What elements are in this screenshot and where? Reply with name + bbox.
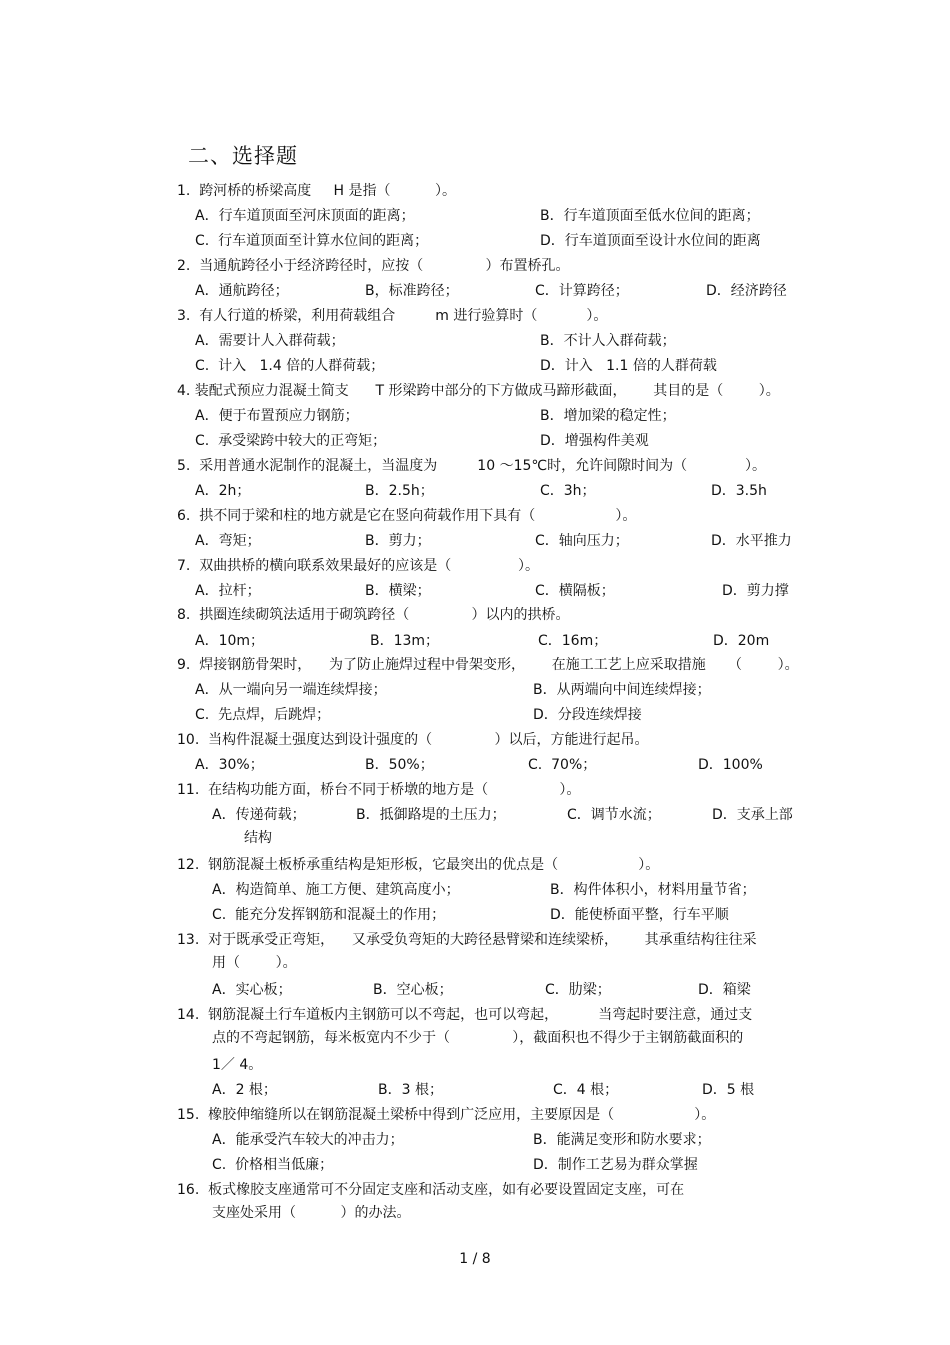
question-line: B．3 根； [378,1082,443,1098]
question-line: A．弯矩； [195,533,261,549]
question-line: 9. 焊接钢筋骨架时， 为了防止施焊过程中骨架变形， 在施工工艺上应采取措施 （ ）。 [177,657,799,673]
question-line: 点的不弯起钢筋，每米板宽内不少于（ ），截面积也不得少于主钢筋截面积的 [212,1030,744,1046]
question-line: D．行车道顶面至设计水位间的距离 [540,233,761,249]
question-line: C．16m； [538,633,608,649]
question-line: 4. 装配式预应力混凝土简支 T 形梁跨中部分的下方做成马蹄形截面， 其目的是（ ）。 [177,383,780,399]
question-line: B．剪力； [365,533,431,549]
question-line: B．2.5h； [365,483,434,499]
question-line: D．分段连续焊接 [533,707,642,723]
question-line: 11. 在结构功能方面，桥台不同于桥墩的地方是（ ）。 [177,782,581,798]
question-line: A．拉杆； [195,583,261,599]
question-line: C. 能充分发挥钢筋和混凝土的作用； [212,907,446,923]
question-line: D．制作工艺易为群众掌握 [533,1157,698,1173]
question-line: C．轴向压力； [535,533,629,549]
question-line: A．从一端向另一端连续焊接； [195,682,387,698]
question-line: C. 承受梁跨中较大的正弯矩； [195,433,387,449]
question-line: D．增强构件美观 [540,433,649,449]
question-line: A．30%； [195,757,264,773]
question-line: D．100% [698,757,763,773]
question-line: A．行车道顶面至河床顶面的距离； [195,208,415,224]
question-line: 支座处采用（ ）的办法。 [212,1205,411,1221]
question-line: 14. 钢筋混凝土行车道板内主钢筋可以不弯起，也可以弯起， 当弯起时要注意，通过支 [177,1007,753,1023]
question-line: C．4 根； [553,1082,619,1098]
question-line: B．13m； [370,633,440,649]
question-line: 8. 拱圈连续砌筑法适用于砌筑跨径（ ）以内的拱桥。 [177,607,570,623]
question-line: A．实心板； [212,982,292,998]
question-line: 16. 板式橡胶支座通常可不分固定支座和活动支座，如有必要设置固定支座，可在 [177,1182,685,1198]
question-line: A．便于布置预应力钢筋； [195,408,359,424]
question-line: C. 计入 1.4 倍的人群荷载； [195,358,385,374]
question-line: 12. 钢筋混凝土板桥承重结构是矩形板，它最突出的优点是（ ）。 [177,857,660,873]
question-line: B．增加梁的稳定性； [540,408,676,424]
question-line: C．肋梁； [545,982,611,998]
question-line: B．能满足变形和防水要求； [533,1132,711,1148]
question-line: B，标准跨径； [365,283,459,299]
question-line: D．经济跨径 [706,283,787,299]
question-line: D．箱梁 [698,982,751,998]
page-title: 二、选择题 [188,144,298,168]
question-line: A．需要计人入群荷载； [195,333,345,349]
question-line: C. 价格相当低廉； [212,1157,334,1173]
question-line: B．横梁； [365,583,431,599]
question-line: 15. 橡胶伸缩缝所以在钢筋混凝土梁桥中得到广泛应用，主要原因是（ ）。 [177,1107,716,1123]
question-line: B．50%； [365,757,434,773]
question-line: A．通航跨径； [195,283,289,299]
question-line: B．不计人入群荷载； [540,333,676,349]
question-line: A．构造简单、施工方便、建筑高度小； [212,882,460,898]
question-line: D．水平推力 [711,533,792,549]
question-line: D．支承上部 [712,807,793,823]
question-line: 10. 当构件混凝土强度达到设计强度的（ ）以后，方能进行起吊。 [177,732,649,748]
question-line: B．空心板； [373,982,453,998]
question-line: 7. 双曲拱桥的横向联系效果最好的应该是（ ）。 [177,558,540,574]
question-line: C. 70%； [528,757,597,773]
question-line: B．行车道顶面至低水位间的距离； [540,208,760,224]
question-line: D．3.5h [711,483,767,499]
question-line: 2. 当通航跨径小于经济跨径时，应按（ ）布置桥孔。 [177,258,570,274]
question-line: A．2 根； [212,1082,277,1098]
question-line: D．计入 1.1 倍的人群荷载 [540,358,717,374]
question-line: 5. 采用普通水泥制作的混凝土，当温度为 10 ～15℃时，允许间隙时间为（ ）。 [177,458,766,474]
question-line: C．3h； [540,483,596,499]
question-line: 结构 [244,830,272,846]
question-line: 13. 对于既承受正弯矩， 又承受负弯矩的大跨径悬臂梁和连续梁桥， 其承重结构往往采 [177,932,757,948]
question-line: C．计算跨径； [535,283,629,299]
question-line: D．能使桥面平整，行车平顺 [550,907,729,923]
question-line: 1. 跨河桥的桥梁高度 H 是指（ ）。 [177,183,456,199]
question-line: B．从两端向中间连续焊接； [533,682,711,698]
question-line: C．调节水流； [567,807,661,823]
question-line: D．5 根 [702,1082,755,1098]
question-line: C. 行车道顶面至计算水位间的距离； [195,233,429,249]
question-line: 用（ ）。 [212,955,297,971]
question-line: A．能承受汽车较大的冲击力； [212,1132,404,1148]
question-line: B．抵御路堤的土压力； [356,807,506,823]
question-line: D．剪力撑 [722,583,789,599]
question-line: A．传递荷载； [212,807,306,823]
question-line: A．2h； [195,483,251,499]
question-line: C．横隔板； [535,583,615,599]
question-line: A．10m； [195,633,265,649]
question-line: C. 先点焊，后跳焊； [195,707,331,723]
question-line: D．20m [713,633,770,649]
question-line: 6. 拱不同于梁和柱的地方就是它在竖向荷载作用下具有（ ）。 [177,508,637,524]
page-number: 1 / 8 [459,1251,491,1267]
question-line: 1／ 4。 [212,1057,263,1073]
question-line: 3. 有人行道的桥梁，利用荷载组合 m 进行验算时（ ）。 [177,308,608,324]
question-line: B．构件体积小，材料用量节省； [550,882,756,898]
